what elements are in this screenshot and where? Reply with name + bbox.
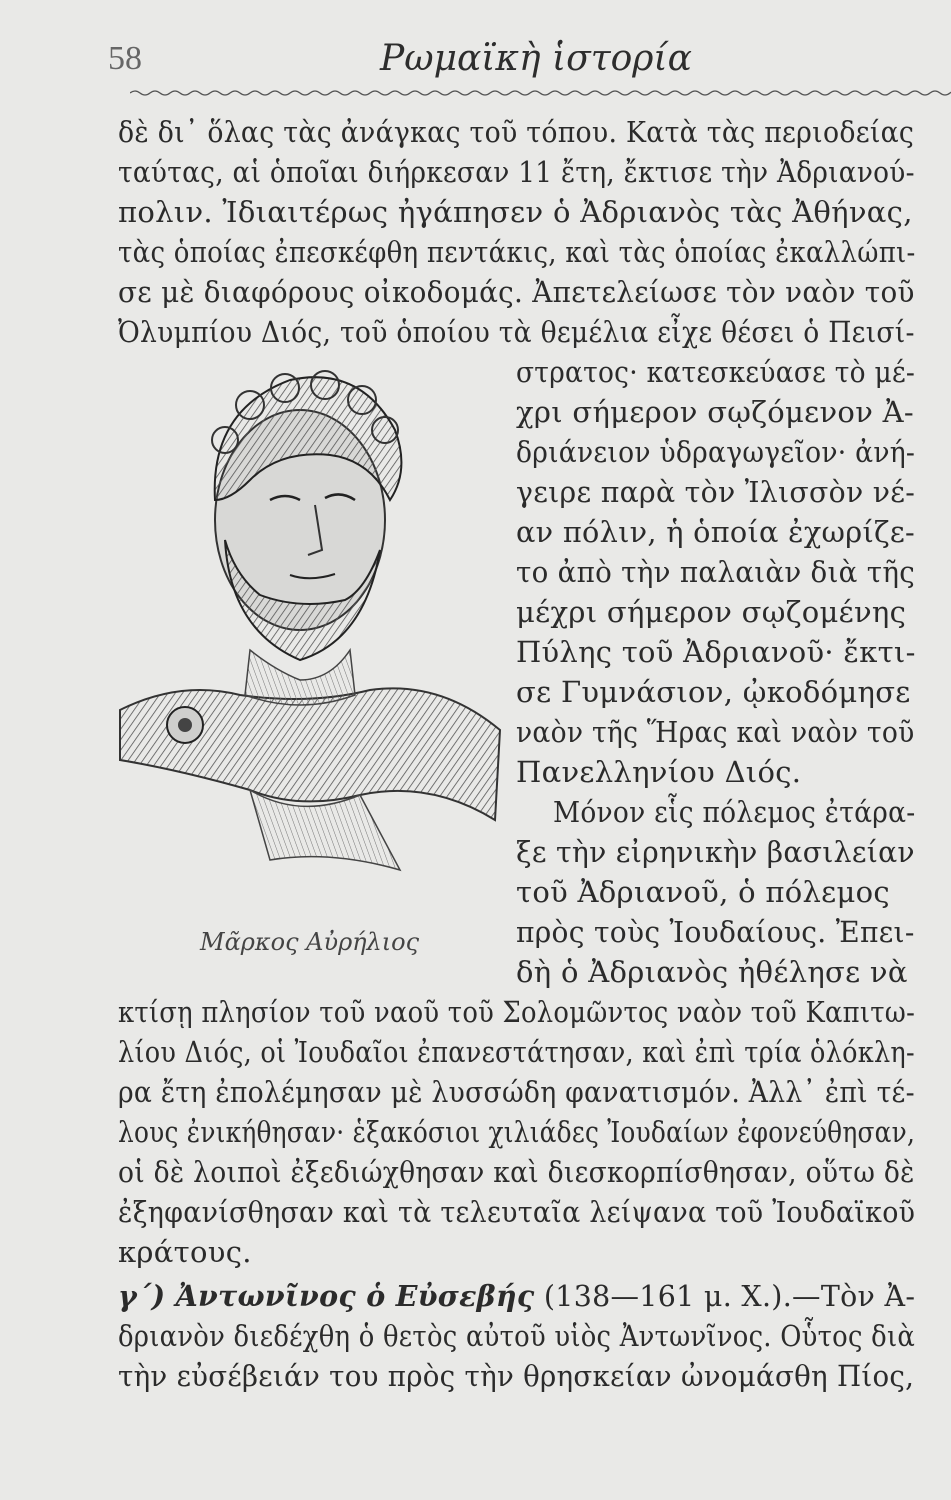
body-line: κτίσῃ πλησίον τοῦ ναοῦ τοῦ Σολομῶντος ναὸν τοῦ Καπιτω- [118,995,916,1029]
section-heading: γ´) Ἀντωνῖνος ὁ Εὐσεβής [118,1279,535,1313]
right-column-line: σε Γυμνάσιον, ᾠκοδόμησε [516,675,911,709]
section-heading-line [118,1278,915,1314]
body-line: δριανὸν διεδέχθη ὁ θετὸς αὐτοῦ υἱὸς Ἀντωνῖνος. Οὗτος διὰ [118,1319,916,1353]
body-line: οἱ δὲ λοιποὶ ἐξεδιώχθησαν καὶ διεσκορπίσθησαν, οὕτω δὲ [118,1155,915,1189]
body-line: ρα ἔτη ἐπολέμησαν μὲ λυσσώδη φανατισμόν. Ἀλλ᾿ ἐπὶ τέ- [118,1075,915,1109]
right-column-line: στρατος· κατεσκεύασε τὸ μέ- [516,355,916,389]
right-column-line: ξε τὴν εἰρηνικὴν βασιλείαν [516,835,915,869]
right-column-line: το ἀπὸ τὴν παλαιὰν διὰ τῆς [516,555,916,589]
right-column-line: γειρε παρὰ τὸν Ἰλισσὸν νέ- [516,475,916,509]
body-line: τὴν εὐσέβειάν του πρὸς τὴν θρησκείαν ὠνομάσθη Πίος, [118,1359,915,1393]
right-column-line: τοῦ Ἀδριανοῦ, ὁ πόλεμος [516,875,890,909]
portrait-engraving [100,350,510,910]
body-line: Ὀλυμπίου Διός, τοῦ ὁποίου τὰ θεμέλια εἶχε θέσει ὁ Πεισί- [118,315,915,349]
right-column-line: δὴ ὁ Ἀδριανὸς ἠθέλησε νὰ [516,955,908,989]
body-line: κράτους. [118,1235,252,1269]
header-wavy-rule [130,88,951,98]
right-column-line: χρι σήμερον σῳζόμενον Ἀ- [516,395,914,429]
body-line: δὲ δι᾿ ὅλας τὰς ἀνάγκας τοῦ τόπου. Κατὰ τὰς περιοδείας [118,115,915,149]
body-line: λίου Διός, οἱ Ἰουδαῖοι ἐπανεστάτησαν, καὶ ἐπὶ τρία ὁλόκλη- [118,1035,915,1069]
right-column-line: ναὸν τῆς Ἥρας καὶ ναὸν τοῦ [516,715,915,749]
body-line: λους ἐνικήθησαν· ἑξακόσιοι χιλιάδες Ἰουδαίων ἐφονεύθησαν, [118,1115,916,1149]
body-line: τὰς ὁποίας ἐπεσκέφθη πεντάκις, καὶ τὰς ὁποίας ἐκαλλώπι- [118,235,916,269]
page-number: 58 [108,40,142,77]
right-column-line: μέχρι σήμερον σῳζομένης [516,595,907,629]
right-column-line: αν πόλιν, ἡ ὁποία ἐχωρίζε- [516,515,916,549]
right-column-line: δριάνειον ὑδραγωγεῖον· ἀνή- [516,435,916,469]
body-line: πολιν. Ἰδιαιτέρως ἠγάπησεν ὁ Ἀδριανὸς τὰς Ἀθήνας, [118,195,913,229]
right-column-line: Πύλης τοῦ Ἀδριανοῦ· ἔκτι- [516,635,916,669]
section-dates: (138—161 μ. Χ.).—Τὸν Ἀ- [534,1279,916,1313]
body-line: σε μὲ διαφόρους οἰκοδομάς. Ἀπετελείωσε τὸν ναὸν τοῦ [118,275,915,309]
right-column-line: Πανελληνίου Διός. [516,755,802,789]
right-column-line: Μόνον εἷς πόλεμος ἐτάρα- [553,795,916,829]
portrait-caption: Μᾶρκος Αὐρήλιος [200,928,420,956]
page-header [100,28,910,88]
running-title: Ρωμαϊκὴ ἱστορία [380,38,692,79]
right-column-line: πρὸς τοὺς Ἰουδαίους. Ἐπει- [516,915,915,949]
body-line: ἐξηφανίσθησαν καὶ τὰ τελευταῖα λείψανα τοῦ Ἰουδαϊκοῦ [118,1195,916,1229]
body-line: ταύτας, αἱ ὁποῖαι διήρκεσαν 11 ἔτη, ἔκτισε τὴν Ἀδριανού- [118,155,915,189]
